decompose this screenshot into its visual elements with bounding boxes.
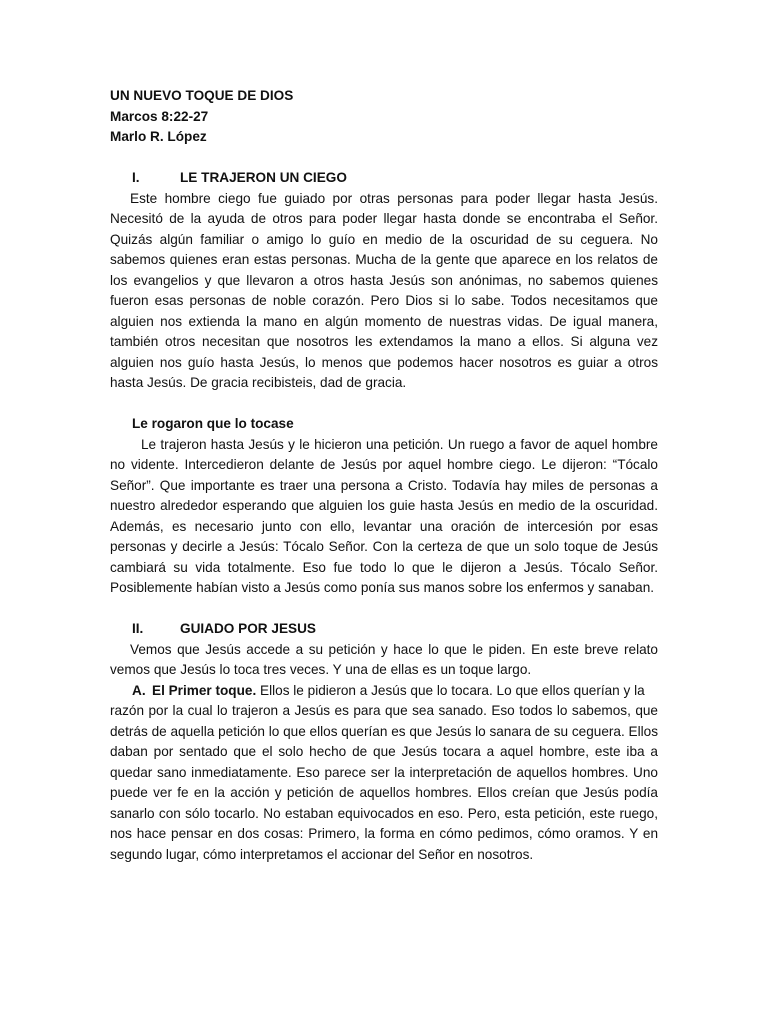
section-2-paragraph: Vemos que Jesús accede a su petición y hace lo que le piden. En este breve relato vemos que Jesús lo toca tres veces. Y una de ellas es un toque largo.	[110, 641, 658, 677]
document-title: UN NUEVO TOQUE DE DIOS	[110, 88, 294, 103]
subheading: Le rogaron que lo tocase	[132, 416, 294, 431]
list-item-a	[132, 681, 658, 702]
list-item-a-title: El Primer toque.	[152, 682, 257, 698]
section-1-paragraph-2: Le trajeron hasta Jesús y le hicieron una petición. Un ruego a favor de aquel hombre no vidente. Intercedieron delante de Jesús por aquel hombre ciego. Le dijeron: “Tócalo Señor”. Que importante es traer una persona a Cristo. Todavía hay miles de personas a nuestro alrededor esperando que alguien los guie hasta Jesús en medio de la oscuridad. Además, es necesario junto con ello, levantar una oración de intercesión por esas personas y decirle a Jesús: Tócalo Señor. Con la certeza de que un solo toque de Jesús cambiará su vida totalmente. Eso fue todo lo que le dijeron a Jesús. Tócalo Señor. Posiblemente habían visto a Jesús como ponía sus manos sobre los enfermos y sanaban.	[110, 436, 658, 595]
list-item-a-body	[152, 681, 658, 702]
scripture-reference: Marcos 8:22-27	[110, 108, 209, 124]
section-2-title: GUIADO POR JESUS	[180, 621, 316, 636]
section-1-title: LE TRAJERON UN CIEGO	[180, 170, 347, 185]
section-2-paragraph-3: razón por la cual lo trajeron a Jesús es para que sea sanado. Eso todos lo sabemos, que detrás de aquella petición lo que ellos querían es que Jesús lo sanara de su ceguera. Ellos daban por sentado que el solo hecho de que Jesús tocara a aquel hombre, este iba a quedar sano inmediatamente. Eso parece ser la interpretación de aquellos hombres. Uno puede ver fe en la acción y petición de aquellos hombres. Ellos creían que Jesús podía sanarlo con sólo tocarlo. No estaban equivocados en eso. Pero, esta petición, este ruego, nos hace pensar en dos cosas: Primero, la forma en cómo pedimos, cómo oramos. Y en segundo lugar, cómo interpretamos el accionar del Señor en nosotros.	[110, 703, 658, 862]
list-item-a-letter: A.	[132, 682, 146, 698]
section-2-number: II.	[132, 621, 144, 636]
section-1-heading	[132, 168, 658, 189]
section-2-heading	[132, 619, 658, 640]
list-item-a-text: Ellos le pidieron a Jesús que lo tocara. Lo que ellos querían y la	[260, 682, 645, 698]
author-name: Marlo R. López	[110, 129, 207, 144]
section-1-number: I.	[132, 170, 140, 185]
section-1-paragraph: Este hombre ciego fue guiado por otras personas para poder llegar hasta Jesús. Necesitó de la ayuda de otros para poder llegar hasta donde se encontraba el Señor. Quizás algún familiar o amigo lo guío en medio de la oscuridad de su ceguera. No sabemos quienes eran estas personas. Mucha de la gente que aparece en los relatos de los evangelios y que llevaron a otros hasta Jesús son anónimas, no sabemos quienes fueron esas personas de noble corazón. Pero Dios si lo sabe. Todos necesitamos que alguien nos extienda la mano en algún momento de nuestras vidas. De igual manera, también otros necesitan que nosotros les extendamos la mano a ellos. Si alguna vez alguien nos guío hasta Jesús, lo menos que podemos hacer nosotros es guiar a otros hasta Jesús. De gracia recibisteis, dad de gracia.	[110, 190, 658, 390]
